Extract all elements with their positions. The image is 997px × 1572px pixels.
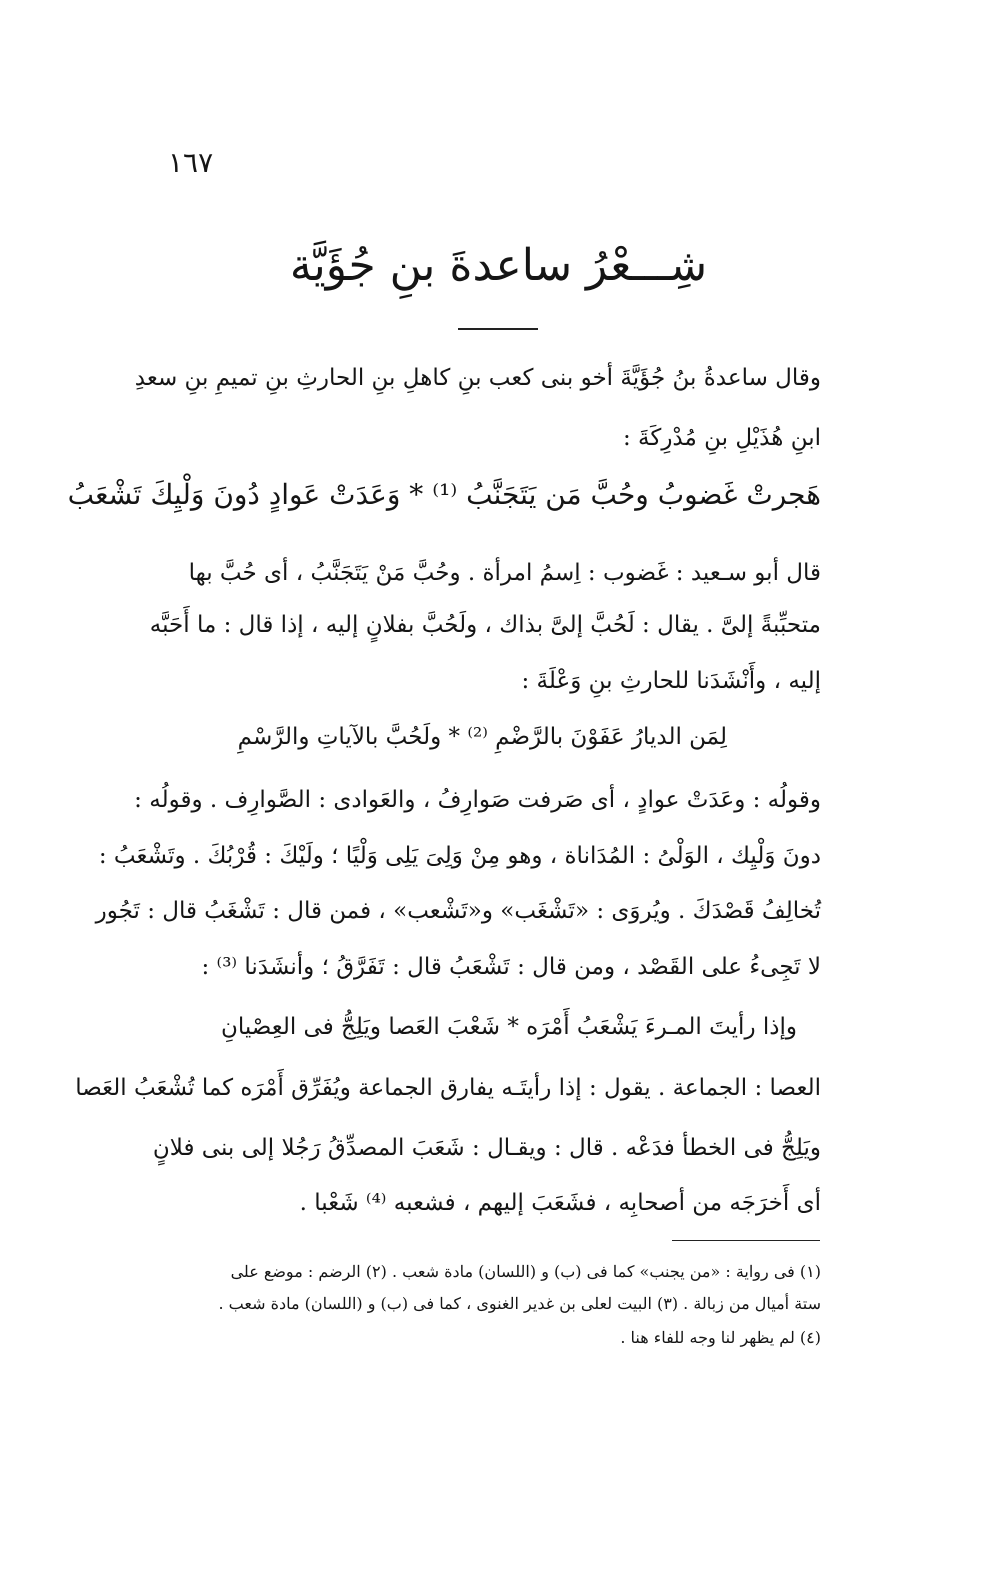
body-line: دونَ وَلْيِك ، الوَلْىُ : المُدَاناة ، وهو مِنْ وَلِىَ يَلِى وَلْيًا ؛ ولَيْكَ : قُرْبُكَ . وتَشْعَبُ : bbox=[98, 843, 821, 869]
verse-line: لِمَن الديارُ عَفَوْنَ بالرَّضْمِ ⁽²⁾ * ولَحُبَّ بالآياتِ والرَّسْمِ bbox=[237, 724, 727, 750]
verse-line: هَجرتْ غَضوبُ وحُبَّ مَن يَتَجَنَّبُ ⁽¹⁾ * وَعَدَتْ عَوادٍ دُونَ وَلْيِكَ تَشْعَبُ bbox=[67, 478, 821, 511]
body-line: متحبِّبةً إلىَّ . يقال : لَحُبَّ إلىَّ بذاك ، ولَحُبَّ بفلانٍ إليه ، إذا قال : ما أَحَبَّه bbox=[149, 612, 821, 638]
body-line: تُخالِفُ قَصْدَكَ . ويُروَى : «تَشْغَب» و«تَشْعب» ، فمن قال : تَشْغَبُ قال : تَجُور bbox=[95, 898, 821, 924]
title-rule bbox=[458, 328, 538, 330]
footnote-rule bbox=[672, 1240, 820, 1241]
footnote-line: (١) فى رواية : «من يجنب» كما فى (ب) و (اللسان) مادة شعب . (٢) الرضم : موضع على bbox=[230, 1262, 821, 1281]
body-line: أى أَخرَجَه من أصحابِه ، فشَعَبَ إليهم ، فشعبه ⁽⁴⁾ شَعْبا . bbox=[299, 1190, 821, 1216]
footnote-line: ستة أميال من زبالة . (٣) البيت لعلى بن غدير الغنوى ، كما فى (ب) و (اللسان) مادة شعب . bbox=[218, 1294, 821, 1313]
body-line: قال أبو سـعيد : غَضوب : اِسمُ امرأة . وحُبَّ مَنْ يَتَجَنَّبُ ، أى حُبَّ بها bbox=[188, 560, 821, 586]
page-number: ١٦٧ bbox=[168, 146, 214, 179]
page-title: شِـــعْرُ ساعدةَ بنِ جُؤَيَّة bbox=[289, 240, 708, 291]
body-line: ويَلِجُّ فى الخطأ فدَعْه . قال : ويقـال : شَعَبَ المصدِّقُ رَجُلا إلى بنى فلانٍ bbox=[152, 1135, 821, 1161]
footnote-line: (٤) لم يظهر لنا وجه للفاء هنا . bbox=[620, 1328, 821, 1347]
body-line: العصا : الجماعة . يقول : إذا رأيتَـه يفارق الجماعة ويُفَرِّق أَمْرَه كما تُشْعَبُ العَصا bbox=[75, 1075, 821, 1101]
verse-line: وإذا رأيتَ المـرءَ يَشْعَبُ أَمْرَه * شَعْبَ العَصا ويَلِجُّ فى العِصْيانِ bbox=[220, 1014, 797, 1040]
body-line: وقال ساعدةُ بنُ جُؤَيَّةَ أخو بنى كعب بنِ كاهلِ بنِ الحارثِ بنِ تميمِ بنِ سعدِ bbox=[134, 365, 821, 391]
body-line: لا تَجِىءُ على القَصْد ، ومن قال : تَشْعَبُ قال : تَفَرَّقُ ؛ وأنشَدَنا ⁽³⁾ : bbox=[201, 954, 821, 980]
body-line: وقولُه : وعَدَتْ عوادٍ ، أى صَرفت صَوارِفُ ، والعَوادى : الصَّوارِف . وقولُه : bbox=[134, 787, 821, 813]
body-line: ابنِ هُذَيْلِ بنِ مُدْرِكَةَ : bbox=[622, 425, 821, 451]
body-line: إليه ، وأَنْشَدَنا للحارثِ بنِ وَعْلَةَ : bbox=[521, 668, 821, 694]
